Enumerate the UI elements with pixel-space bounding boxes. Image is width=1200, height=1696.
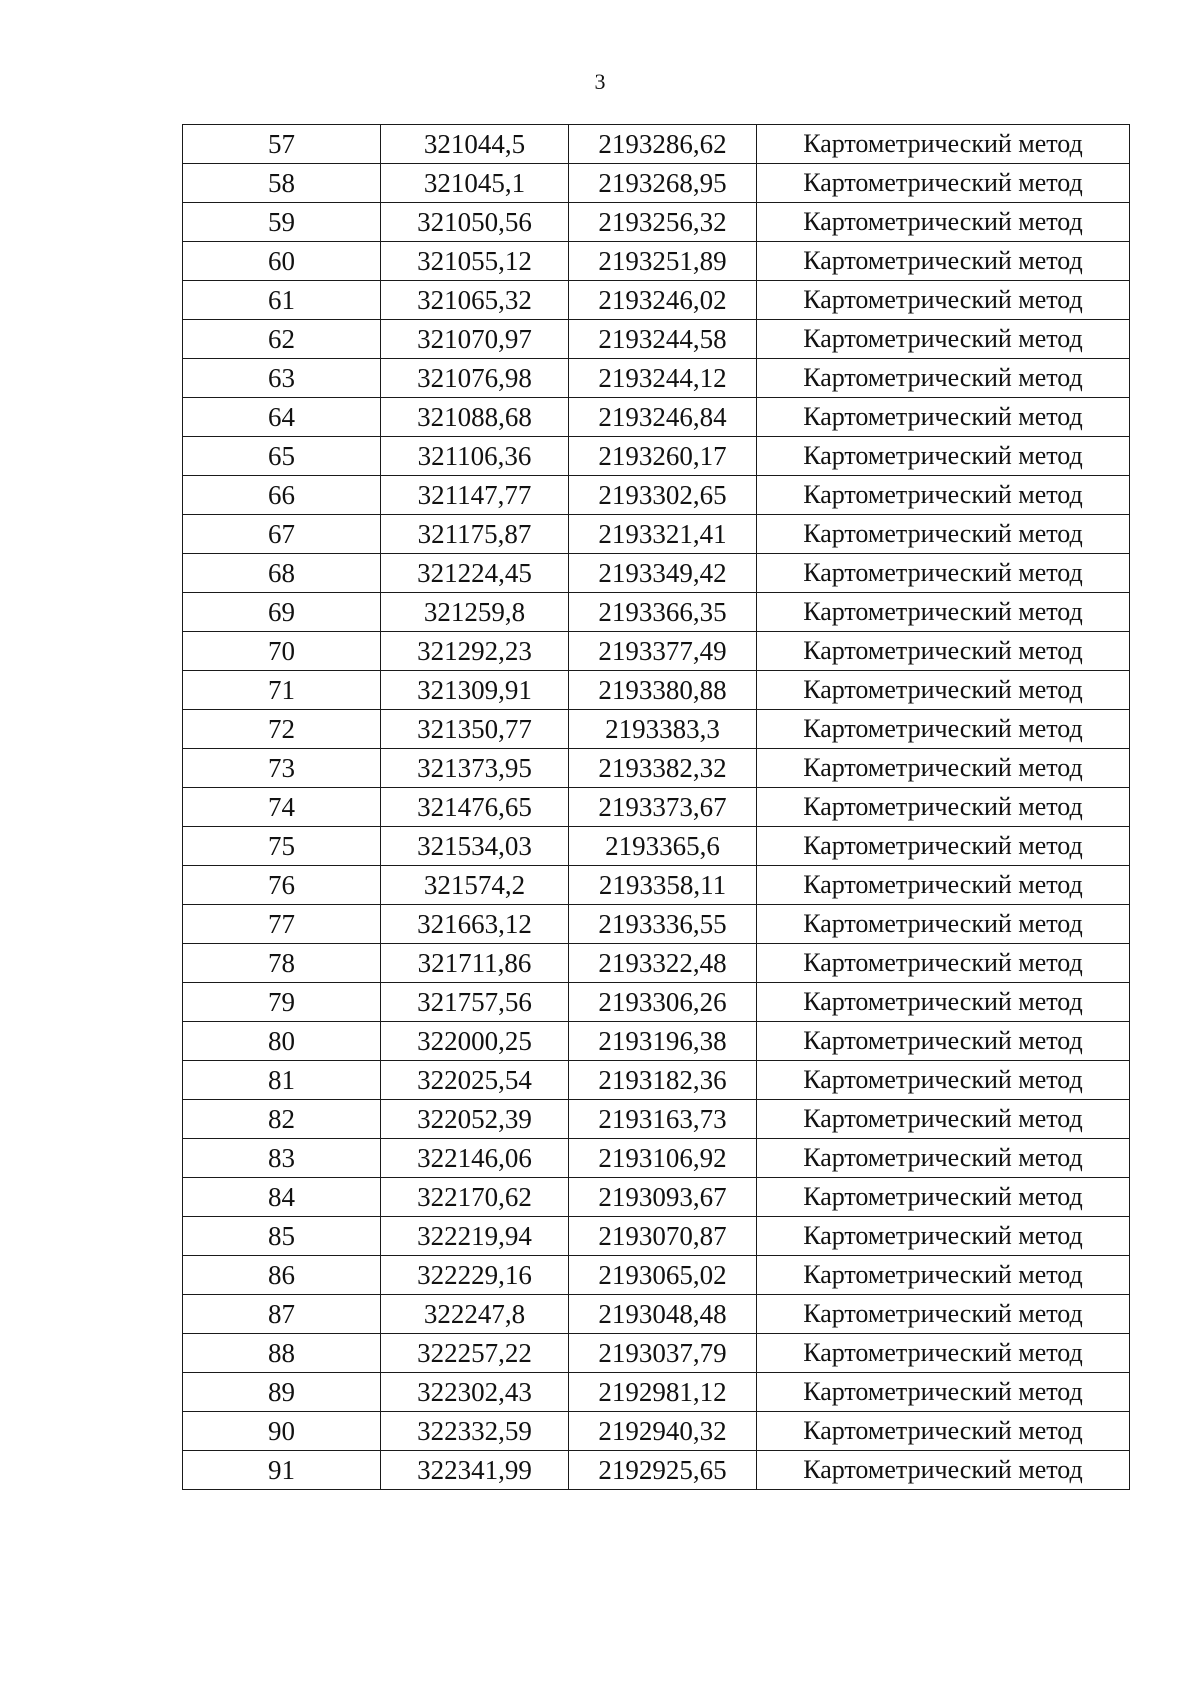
- point-number-cell: 75: [183, 827, 381, 866]
- point-number-cell: 89: [183, 1373, 381, 1412]
- coordinates-table: [182, 124, 1130, 1490]
- method-cell: Картометрический метод: [757, 671, 1130, 710]
- x-coordinate-cell: 322229,16: [381, 1256, 569, 1295]
- table-row: [183, 671, 1130, 710]
- point-number-cell: 57: [183, 125, 381, 164]
- x-coordinate-cell: 322257,22: [381, 1334, 569, 1373]
- x-coordinate-cell: 322332,59: [381, 1412, 569, 1451]
- x-coordinate-cell: 321350,77: [381, 710, 569, 749]
- x-coordinate-cell: 321574,2: [381, 866, 569, 905]
- point-number-cell: 84: [183, 1178, 381, 1217]
- x-coordinate-cell: 322219,94: [381, 1217, 569, 1256]
- point-number-cell: 61: [183, 281, 381, 320]
- table-row: [183, 1178, 1130, 1217]
- point-number-cell: 77: [183, 905, 381, 944]
- method-cell: Картометрический метод: [757, 164, 1130, 203]
- point-number-cell: 71: [183, 671, 381, 710]
- method-cell: Картометрический метод: [757, 476, 1130, 515]
- method-cell: Картометрический метод: [757, 1373, 1130, 1412]
- point-number-cell: 76: [183, 866, 381, 905]
- point-number-cell: 80: [183, 1022, 381, 1061]
- point-number-cell: 65: [183, 437, 381, 476]
- y-coordinate-cell: 2193070,87: [569, 1217, 757, 1256]
- table-row: [183, 515, 1130, 554]
- y-coordinate-cell: 2192940,32: [569, 1412, 757, 1451]
- method-cell: Картометрический метод: [757, 944, 1130, 983]
- y-coordinate-cell: 2193306,26: [569, 983, 757, 1022]
- x-coordinate-cell: 321065,32: [381, 281, 569, 320]
- y-coordinate-cell: 2193093,67: [569, 1178, 757, 1217]
- y-coordinate-cell: 2193163,73: [569, 1100, 757, 1139]
- method-cell: Картометрический метод: [757, 1100, 1130, 1139]
- table-row: [183, 1334, 1130, 1373]
- table-row: [183, 866, 1130, 905]
- point-number-cell: 86: [183, 1256, 381, 1295]
- y-coordinate-cell: 2193358,11: [569, 866, 757, 905]
- y-coordinate-cell: 2193065,02: [569, 1256, 757, 1295]
- point-number-cell: 66: [183, 476, 381, 515]
- table-row: [183, 1412, 1130, 1451]
- x-coordinate-cell: 321045,1: [381, 164, 569, 203]
- table-row: [183, 1295, 1130, 1334]
- table-row: [183, 359, 1130, 398]
- y-coordinate-cell: 2193365,6: [569, 827, 757, 866]
- point-number-cell: 62: [183, 320, 381, 359]
- x-coordinate-cell: 321292,23: [381, 632, 569, 671]
- y-coordinate-cell: 2193321,41: [569, 515, 757, 554]
- table-row: [183, 1061, 1130, 1100]
- x-coordinate-cell: 321224,45: [381, 554, 569, 593]
- table-row: [183, 944, 1130, 983]
- point-number-cell: 87: [183, 1295, 381, 1334]
- table-row: [183, 710, 1130, 749]
- table-row: [183, 632, 1130, 671]
- method-cell: Картометрический метод: [757, 1022, 1130, 1061]
- point-number-cell: 60: [183, 242, 381, 281]
- y-coordinate-cell: 2193106,92: [569, 1139, 757, 1178]
- point-number-cell: 73: [183, 749, 381, 788]
- method-cell: Картометрический метод: [757, 125, 1130, 164]
- method-cell: Картометрический метод: [757, 1334, 1130, 1373]
- x-coordinate-cell: 321309,91: [381, 671, 569, 710]
- y-coordinate-cell: 2193244,12: [569, 359, 757, 398]
- point-number-cell: 72: [183, 710, 381, 749]
- method-cell: Картометрический метод: [757, 1451, 1130, 1490]
- method-cell: Картометрический метод: [757, 749, 1130, 788]
- page-number: 3: [594, 69, 606, 94]
- y-coordinate-cell: 2193382,32: [569, 749, 757, 788]
- method-cell: Картометрический метод: [757, 905, 1130, 944]
- x-coordinate-cell: 321711,86: [381, 944, 569, 983]
- y-coordinate-cell: 2193260,17: [569, 437, 757, 476]
- x-coordinate-cell: 321076,98: [381, 359, 569, 398]
- method-cell: Картометрический метод: [757, 1256, 1130, 1295]
- y-coordinate-cell: 2193182,36: [569, 1061, 757, 1100]
- point-number-cell: 68: [183, 554, 381, 593]
- x-coordinate-cell: 322170,62: [381, 1178, 569, 1217]
- y-coordinate-cell: 2192981,12: [569, 1373, 757, 1412]
- y-coordinate-cell: 2193373,67: [569, 788, 757, 827]
- point-number-cell: 59: [183, 203, 381, 242]
- method-cell: Картометрический метод: [757, 866, 1130, 905]
- y-coordinate-cell: 2192925,65: [569, 1451, 757, 1490]
- y-coordinate-cell: 2193366,35: [569, 593, 757, 632]
- x-coordinate-cell: 322146,06: [381, 1139, 569, 1178]
- point-number-cell: 88: [183, 1334, 381, 1373]
- x-coordinate-cell: 321373,95: [381, 749, 569, 788]
- method-cell: Картометрический метод: [757, 632, 1130, 671]
- y-coordinate-cell: 2193380,88: [569, 671, 757, 710]
- method-cell: Картометрический метод: [757, 1139, 1130, 1178]
- x-coordinate-cell: 321534,03: [381, 827, 569, 866]
- table-row: [183, 1217, 1130, 1256]
- table-row: [183, 1100, 1130, 1139]
- y-coordinate-cell: 2193377,49: [569, 632, 757, 671]
- x-coordinate-cell: 322025,54: [381, 1061, 569, 1100]
- x-coordinate-cell: 321259,8: [381, 593, 569, 632]
- x-coordinate-cell: 321476,65: [381, 788, 569, 827]
- y-coordinate-cell: 2193336,55: [569, 905, 757, 944]
- x-coordinate-cell: 321175,87: [381, 515, 569, 554]
- x-coordinate-cell: 321147,77: [381, 476, 569, 515]
- y-coordinate-cell: 2193048,48: [569, 1295, 757, 1334]
- table-row: [183, 593, 1130, 632]
- x-coordinate-cell: 322052,39: [381, 1100, 569, 1139]
- y-coordinate-cell: 2193251,89: [569, 242, 757, 281]
- y-coordinate-cell: 2193196,38: [569, 1022, 757, 1061]
- table-row: [183, 1022, 1130, 1061]
- point-number-cell: 67: [183, 515, 381, 554]
- x-coordinate-cell: 322000,25: [381, 1022, 569, 1061]
- point-number-cell: 85: [183, 1217, 381, 1256]
- x-coordinate-cell: 321070,97: [381, 320, 569, 359]
- table-row: [183, 983, 1130, 1022]
- method-cell: Картометрический метод: [757, 827, 1130, 866]
- x-coordinate-cell: 321050,56: [381, 203, 569, 242]
- point-number-cell: 64: [183, 398, 381, 437]
- method-cell: Картометрический метод: [757, 437, 1130, 476]
- method-cell: Картометрический метод: [757, 242, 1130, 281]
- table-row: [183, 281, 1130, 320]
- y-coordinate-cell: 2193246,02: [569, 281, 757, 320]
- x-coordinate-cell: 322341,99: [381, 1451, 569, 1490]
- y-coordinate-cell: 2193383,3: [569, 710, 757, 749]
- method-cell: Картометрический метод: [757, 1061, 1130, 1100]
- method-cell: Картометрический метод: [757, 1295, 1130, 1334]
- point-number-cell: 79: [183, 983, 381, 1022]
- x-coordinate-cell: 322302,43: [381, 1373, 569, 1412]
- table-row: [183, 125, 1130, 164]
- method-cell: Картометрический метод: [757, 1178, 1130, 1217]
- table-row: [183, 164, 1130, 203]
- point-number-cell: 63: [183, 359, 381, 398]
- table-row: [183, 788, 1130, 827]
- point-number-cell: 91: [183, 1451, 381, 1490]
- point-number-cell: 90: [183, 1412, 381, 1451]
- method-cell: Картометрический метод: [757, 359, 1130, 398]
- method-cell: Картометрический метод: [757, 788, 1130, 827]
- y-coordinate-cell: 2193349,42: [569, 554, 757, 593]
- table-row: [183, 1373, 1130, 1412]
- x-coordinate-cell: 321088,68: [381, 398, 569, 437]
- method-cell: Картометрический метод: [757, 593, 1130, 632]
- method-cell: Картометрический метод: [757, 398, 1130, 437]
- table-row: [183, 476, 1130, 515]
- point-number-cell: 70: [183, 632, 381, 671]
- table-row: [183, 905, 1130, 944]
- y-coordinate-cell: 2193246,84: [569, 398, 757, 437]
- table-row: [183, 398, 1130, 437]
- y-coordinate-cell: 2193037,79: [569, 1334, 757, 1373]
- y-coordinate-cell: 2193256,32: [569, 203, 757, 242]
- y-coordinate-cell: 2193286,62: [569, 125, 757, 164]
- method-cell: Картометрический метод: [757, 1412, 1130, 1451]
- method-cell: Картометрический метод: [757, 281, 1130, 320]
- method-cell: Картометрический метод: [757, 710, 1130, 749]
- point-number-cell: 81: [183, 1061, 381, 1100]
- method-cell: Картометрический метод: [757, 515, 1130, 554]
- table-row: [183, 437, 1130, 476]
- method-cell: Картометрический метод: [757, 983, 1130, 1022]
- y-coordinate-cell: 2193268,95: [569, 164, 757, 203]
- method-cell: Картометрический метод: [757, 320, 1130, 359]
- coordinates-table-body: [183, 125, 1130, 1490]
- y-coordinate-cell: 2193302,65: [569, 476, 757, 515]
- table-row: [183, 1256, 1130, 1295]
- x-coordinate-cell: 321663,12: [381, 905, 569, 944]
- x-coordinate-cell: 321044,5: [381, 125, 569, 164]
- point-number-cell: 82: [183, 1100, 381, 1139]
- point-number-cell: 74: [183, 788, 381, 827]
- table-row: [183, 554, 1130, 593]
- point-number-cell: 69: [183, 593, 381, 632]
- x-coordinate-cell: 321106,36: [381, 437, 569, 476]
- table-row: [183, 1139, 1130, 1178]
- table-row: [183, 749, 1130, 788]
- method-cell: Картометрический метод: [757, 554, 1130, 593]
- method-cell: Картометрический метод: [757, 203, 1130, 242]
- table-row: [183, 242, 1130, 281]
- x-coordinate-cell: 321055,12: [381, 242, 569, 281]
- table-row: [183, 827, 1130, 866]
- point-number-cell: 78: [183, 944, 381, 983]
- table-row: [183, 203, 1130, 242]
- method-cell: Картометрический метод: [757, 1217, 1130, 1256]
- table-row: [183, 320, 1130, 359]
- table-row: [183, 1451, 1130, 1490]
- x-coordinate-cell: 321757,56: [381, 983, 569, 1022]
- point-number-cell: 83: [183, 1139, 381, 1178]
- point-number-cell: 58: [183, 164, 381, 203]
- y-coordinate-cell: 2193244,58: [569, 320, 757, 359]
- x-coordinate-cell: 322247,8: [381, 1295, 569, 1334]
- y-coordinate-cell: 2193322,48: [569, 944, 757, 983]
